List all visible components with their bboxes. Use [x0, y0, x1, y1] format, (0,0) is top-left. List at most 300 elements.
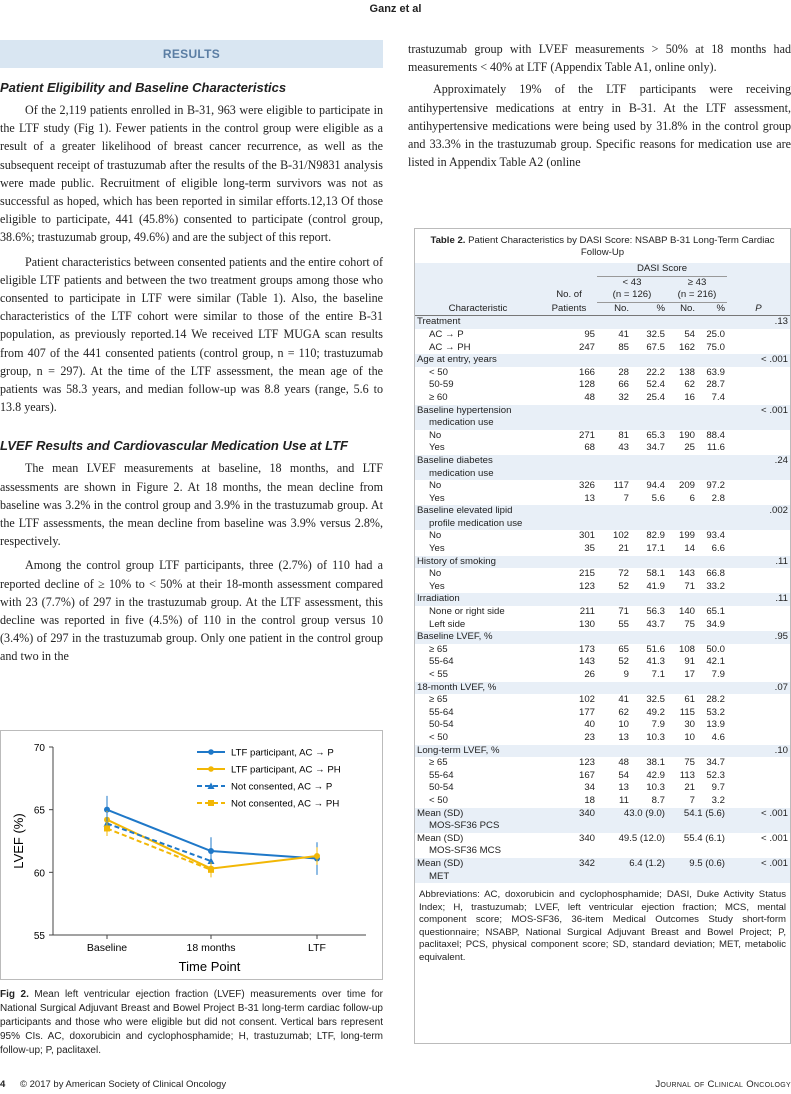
table-row: [415, 518, 790, 531]
cell-ge43-pct: [697, 316, 727, 329]
legend-label: LTF participant, AC → P: [231, 747, 334, 759]
cell-lt43-pct: 32.5: [646, 328, 665, 340]
cell-p: < .001: [727, 405, 790, 418]
cell-patients: 68: [584, 442, 595, 454]
cell-ge43-pct: 97.2: [706, 480, 725, 492]
cell-patients: 340: [578, 832, 595, 844]
header-noof: No. of: [541, 289, 597, 302]
cell-lt43-no: [597, 745, 631, 758]
table-row: [415, 770, 790, 783]
cell-ge43-no: 71: [684, 580, 695, 592]
figure-caption-text: Mean left ventricular ejection fraction (LVEF) measurements over time for National Surgical Adjuvant Breast and Bowel Project B-31 long-term cardiac follow-up participants and those who were eligible but did not consent. Vertical bars represent 95% CIs. AC, doxorubicin and cyclophosphamide; H, trastuzumab; LTF, long-term follow-up; P, paclitaxel.: [0, 989, 383, 1056]
cell-ge43-pct: 53.2: [706, 706, 725, 718]
cell-patients: 130: [578, 618, 595, 630]
cell-lt43-pct: [631, 820, 667, 833]
cell-lt43-no: [597, 505, 631, 518]
paragraph-lvef-1: The mean LVEF measurements at baseline, 18 months, and LTF assessments are shown in Figure 2. At 18 months, the mean decline from baseline was 3.2% in the control group and 3.9% in the trastuzumab group. At the LTF assessments, the mean decline from baseline was 3.9% versus 2.8%, respectively.: [0, 461, 383, 549]
cell-p: .24: [727, 455, 790, 468]
row-label: Yes: [429, 580, 445, 592]
header-ge43n: (n = 216): [667, 289, 727, 302]
row-label: Baseline elevated lipid: [415, 505, 541, 518]
cell-lt43-pct: 51.6: [646, 643, 665, 655]
cell-ge43-no: [667, 820, 697, 833]
cell-patients: [541, 871, 597, 884]
results-banner: RESULTS: [0, 40, 383, 68]
table-row: [415, 468, 790, 481]
row-label: 55-64: [429, 656, 454, 668]
cell-ge43-no: 75: [684, 757, 695, 769]
cell-lt43-pct: [631, 316, 667, 329]
cell-lt43-pct: [631, 631, 667, 644]
cell-patients: [541, 505, 597, 518]
y-axis-label: LVEF (%): [11, 813, 26, 869]
cell-ge43-mean: 54.1 (5.6): [667, 808, 727, 821]
cell-lt43-no: 48: [618, 757, 629, 769]
cell-lt43-no: 81: [618, 429, 629, 441]
cell-ge43-no: [667, 417, 697, 430]
cell-patients: 166: [578, 366, 595, 378]
paragraph-right-1: trastuzumab group with LVEF measurements > 50% at 18 months had measurements < 40% at LTF (Appendix Table A1, online only).: [408, 42, 791, 75]
cell-lt43-pct: 94.4: [646, 480, 665, 492]
table-row: [415, 732, 790, 745]
table-row: [415, 745, 790, 758]
cell-ge43-no: [667, 745, 697, 758]
header-ge43: ≥ 43: [667, 276, 727, 289]
cell-ge43-no: [667, 354, 697, 367]
row-label: < 50: [429, 794, 448, 806]
cell-ge43-pct: [697, 354, 727, 367]
table-abbreviations: Abbreviations: AC, doxorubicin and cyclophosphamide; DASI, Duke Activity Status Index; H, trastuzumab; LVEF, left ventricular ejection fraction; MCS, mental component score; MOS-SF36, 36-item Medical Outcomes Study short-form questionnaire; NSABP, National Surgical Adjuvant Breast and Bowel Project; P, paclitaxel; PCS, physical component score; SD, standard deviation; MET, metabolic equivalent.: [419, 889, 786, 964]
cell-patients: [541, 631, 597, 644]
table-row: [415, 329, 790, 342]
cell-lt43-no: [597, 316, 631, 329]
row-label: 50-54: [429, 719, 454, 731]
cell-p: [727, 329, 790, 342]
cell-p: [727, 694, 790, 707]
figure-2-chart: [0, 730, 383, 980]
table-row: [415, 656, 790, 669]
cell-lt43-no: 54: [618, 769, 629, 781]
cell-ge43-no: 61: [684, 694, 695, 706]
row-label: MET: [415, 871, 541, 884]
cell-p: [727, 606, 790, 619]
data-point: [104, 825, 110, 831]
cell-patients: [541, 417, 597, 430]
y-tick-label: 65: [33, 805, 45, 817]
cell-ge43-no: 91: [684, 656, 695, 668]
table-row: [415, 354, 790, 367]
cell-ge43-no: 140: [678, 606, 695, 618]
row-label: No: [429, 530, 442, 542]
cell-lt43-pct: 5.6: [651, 492, 665, 504]
cell-ge43-pct: 50.0: [706, 643, 725, 655]
cell-ge43-no: 162: [678, 341, 695, 353]
cell-ge43-pct: 42.1: [706, 656, 725, 668]
cell-lt43-pct: 7.1: [651, 669, 665, 680]
cell-ge43-no: [667, 455, 697, 468]
cell-patients: 215: [578, 568, 595, 580]
row-label: AC → P: [429, 328, 464, 340]
cell-ge43-pct: 4.6: [711, 731, 725, 743]
header-no-a: No.: [597, 302, 631, 316]
cell-patients: [541, 455, 597, 468]
cell-ge43-no: 143: [678, 568, 695, 580]
cell-ge43-no: 17: [684, 669, 695, 680]
section-heading-lvef: LVEF Results and Cardiovascular Medication Use at LTF: [0, 438, 348, 454]
cell-lt43-no: 21: [618, 543, 629, 555]
cell-p: [727, 845, 790, 858]
page-number: 4: [0, 1079, 6, 1090]
cell-p: [727, 468, 790, 481]
paragraph-eligibility-1: Of the 2,119 patients enrolled in B-31, 963 were eligible to participate in the LTF study (Fig 1). Fewer patients in the control group were eligible as a result of a greater likelihood of breast cancer recurrence, as well as the subsequent receipt of trastuzumab after the results of the B-31/N9831 analysis were made public. Recruitment of eligible long-term survivors was not as successful as hoped, which has been reported in similar efforts.12,13 Of those eligible to participate, 441 (45.8%) consented to participate (control group, 38.6%; trastuzumab group, 49.6%) and are the subject of this report.: [0, 103, 383, 245]
table-row: [415, 820, 790, 833]
table-row: [415, 694, 790, 707]
cell-patients: [541, 405, 597, 418]
left-column: [0, 40, 383, 666]
cell-lt43-no: [597, 845, 631, 858]
cell-ge43-pct: [697, 556, 727, 569]
cell-p: [727, 342, 790, 355]
row-label: AC → PH: [429, 341, 471, 353]
cell-ge43-mean: 55.4 (6.1): [683, 832, 725, 844]
row-label: 55-64: [429, 769, 454, 781]
cell-ge43-pct: [697, 405, 727, 418]
cell-patients: [541, 518, 597, 531]
cell-patients: 128: [578, 379, 595, 391]
cell-ge43-pct: 28.7: [706, 379, 725, 391]
cell-ge43-pct: [697, 820, 727, 833]
x-tick-label: LTF: [308, 942, 326, 954]
cell-ge43-no: 62: [684, 379, 695, 391]
cell-p: .10: [727, 745, 790, 758]
row-label: Irradiation: [415, 593, 541, 606]
table-row: [415, 417, 790, 430]
cell-p: .11: [727, 556, 790, 569]
table-row: [415, 871, 790, 884]
cell-lt43-pct: [631, 871, 667, 884]
row-label: Mean (SD): [417, 832, 464, 844]
cell-lt43-no: 9: [623, 669, 629, 680]
cell-patients: 18: [584, 794, 595, 806]
row-label: Mean (SD): [415, 808, 541, 821]
cell-ge43-pct: 25.0: [706, 328, 725, 340]
cell-patients: [541, 593, 597, 606]
cell-patients: [541, 745, 597, 758]
cell-patients: [541, 468, 597, 481]
cell-lt43-no: [597, 556, 631, 569]
cell-p: .11: [727, 593, 790, 606]
cell-lt43-no: 66: [618, 379, 629, 391]
cell-lt43-pct: 82.9: [646, 530, 665, 542]
cell-ge43-pct: 2.8: [711, 492, 725, 504]
table-row: [415, 379, 790, 392]
cell-ge43-pct: 34.7: [706, 757, 725, 769]
cell-ge43-pct: [697, 518, 727, 531]
cell-lt43-no: 43: [618, 442, 629, 454]
cell-ge43-no: 115: [679, 706, 695, 718]
paragraph-right-2: Approximately 19% of the LTF participants were receiving antihypertensive medications at entry in B-31. At the LTF assessment, antihypertensive medications were being used by 31.8% in the control group and 33.3% in the trastuzumab group. Specific reasons for medication use are listed in Appendix Table A2 (online: [408, 82, 791, 170]
cell-p: [727, 782, 790, 795]
table-row: [415, 606, 790, 619]
cell-p: [727, 871, 790, 884]
copyright: © 2017 by American Society of Clinical Oncology: [20, 1079, 227, 1090]
table-2: [414, 228, 791, 1044]
row-label: Yes: [429, 442, 445, 454]
cell-ge43-pct: [697, 682, 727, 695]
cell-p: [727, 644, 790, 657]
cell-lt43-pct: 7.9: [651, 719, 665, 731]
cell-p: [727, 568, 790, 581]
table-row: [415, 568, 790, 581]
cell-p: < .001: [727, 858, 790, 871]
x-tick-label: 18 months: [186, 942, 236, 954]
table-row: [415, 543, 790, 556]
cell-patients: [541, 316, 597, 329]
cell-p: [727, 367, 790, 380]
cell-lt43-pct: 32.5: [646, 694, 665, 706]
table-row: [415, 316, 790, 329]
cell-ge43-pct: 93.4: [706, 530, 725, 542]
table-row: [415, 530, 790, 543]
legend-label: Not consented, AC → PH: [231, 798, 340, 810]
row-label: MOS-SF36 PCS: [415, 820, 541, 833]
cell-ge43-pct: [697, 631, 727, 644]
row-label: Treatment: [415, 316, 541, 329]
row-label: 50-54: [429, 782, 454, 794]
cell-ge43-no: 108: [678, 643, 695, 655]
cell-ge43-pct: [697, 593, 727, 606]
series-line: [107, 823, 211, 861]
table-row: [415, 669, 790, 682]
data-point: [208, 867, 214, 873]
header-pct-b: %: [697, 302, 727, 316]
cell-lt43-pct: 52.4: [646, 379, 665, 391]
cell-ge43-no: 7: [689, 794, 695, 806]
row-label: 50-59: [429, 379, 454, 391]
row-label: ≥ 65: [429, 694, 448, 706]
paragraph-lvef-2: Among the control group LTF participants, three (2.7%) of 110 had a reported decline of ≥ 10% to < 50% at their 18-month assessment compared with 23 (7.7%) of 297 in the trastuzumab group. At the LTF assessment, this decline was reported in five (4.5%) of 110 in the control group versus 10 (3.4%) of 297 in the trastuzumab group. Only one patient in the control group and two in the: [0, 558, 383, 664]
cell-lt43-mean: 49.5 (12.0): [618, 832, 665, 844]
y-tick-label: 55: [33, 931, 45, 942]
cell-lt43-pct: 43.7: [646, 618, 665, 630]
cell-p: [727, 417, 790, 430]
row-label: 55-64: [429, 706, 454, 718]
cell-lt43-pct: [631, 455, 667, 468]
table-row: [415, 342, 790, 355]
table-row: [415, 455, 790, 468]
cell-patients: 40: [584, 719, 595, 731]
cell-patients: 123: [578, 757, 595, 769]
cell-p: .13: [727, 316, 790, 329]
cell-ge43-no: 25: [684, 442, 695, 454]
cell-lt43-pct: [631, 682, 667, 695]
row-label: No: [429, 480, 442, 492]
cell-ge43-no: 199: [678, 530, 695, 542]
row-label: medication use: [415, 468, 541, 481]
cell-patients: 247: [578, 341, 595, 353]
cell-ge43-pct: 75.0: [706, 341, 725, 353]
cell-p: .002: [727, 505, 790, 518]
cell-lt43-no: 13: [618, 731, 629, 743]
cell-p: [727, 493, 790, 506]
cell-ge43-no: 113: [679, 769, 695, 781]
cell-ge43-pct: [697, 505, 727, 518]
section-heading-eligibility: Patient Eligibility and Baseline Characteristics: [0, 80, 287, 95]
table-row: [415, 757, 790, 770]
journal-name: Journal of Clinical Oncology: [655, 1079, 791, 1090]
cell-patients: 211: [579, 606, 595, 618]
cell-lt43-no: 28: [618, 366, 629, 378]
table-row: [415, 619, 790, 632]
cell-patients: 48: [584, 391, 595, 403]
cell-ge43-no: [667, 505, 697, 518]
row-label: History of smoking: [415, 556, 541, 569]
cell-patients: 271: [578, 429, 595, 441]
paragraph-eligibility-2: Patient characteristics between consented patients and the entire cohort of eligible LTF patients and between the two treatment groups among those who consented to participate in LTF were similar (Table 1). Also, the baseline characteristics of the LTF cohort were similar to those of the entire B-31 population, as previously reported.14 We received LTF MUGA scan results from 407 of the 441 consented patients (control group, n = 110; trastuzumab group, n = 297). At the time of the LTF assessment, the mean age of the patients was 58.3 years, and median follow-up was 8.8 years (range, 5.6 to 13.8 years).: [0, 254, 383, 415]
header-p: P: [727, 302, 790, 316]
row-label: No: [429, 568, 442, 580]
table-row: [415, 795, 790, 808]
table-row: [415, 581, 790, 594]
cell-ge43-no: 14: [684, 543, 695, 555]
cell-lt43-no: [597, 593, 631, 606]
cell-lt43-no: [597, 354, 631, 367]
cell-patients: 13: [584, 492, 595, 504]
cell-lt43-no: 52: [618, 656, 629, 668]
cell-lt43-pct: 42.9: [646, 769, 665, 781]
cell-lt43-no: [597, 455, 631, 468]
right-column: [408, 40, 791, 171]
cell-lt43-pct: [631, 593, 667, 606]
cell-p: [727, 392, 790, 405]
cell-lt43-pct: 65.3: [646, 429, 665, 441]
cell-lt43-no: 117: [613, 480, 629, 492]
cell-lt43-pct: 67.5: [646, 341, 665, 353]
row-label: ≥ 65: [429, 643, 448, 655]
cell-patients: 102: [578, 694, 595, 706]
cell-patients: 34: [584, 782, 595, 794]
row-label: < 50: [429, 731, 448, 743]
figure-caption-label: Fig 2.: [0, 989, 29, 1000]
cell-lt43-no: 11: [619, 794, 629, 806]
cell-lt43-pct: [631, 845, 667, 858]
cell-lt43-pct: 49.2: [646, 706, 665, 718]
cell-p: < .001: [727, 808, 790, 821]
table-row: [415, 505, 790, 518]
cell-ge43-no: 75: [684, 618, 695, 630]
cell-lt43-no: 10: [618, 719, 629, 731]
cell-p: [727, 732, 790, 745]
cell-p: [727, 619, 790, 632]
table-title-text: Patient Characteristics by DASI Score: NSABP B-31 Long-Term Cardiac Follow-Up: [465, 235, 775, 258]
row-label: < 50: [429, 366, 448, 378]
cell-lt43-pct: 56.3: [646, 606, 665, 618]
legend-label: LTF participant, AC → PH: [231, 764, 341, 776]
cell-p: [727, 442, 790, 455]
table-row: [415, 682, 790, 695]
cell-patients: 167: [578, 769, 595, 781]
cell-ge43-pct: [697, 468, 727, 481]
cell-lt43-pct: [631, 518, 667, 531]
cell-ge43-pct: 65.1: [706, 606, 725, 618]
cell-lt43-no: 65: [618, 643, 629, 655]
cell-lt43-no: 85: [618, 341, 629, 353]
cell-ge43-no: [667, 518, 697, 531]
cell-ge43-no: 16: [684, 391, 695, 403]
cell-ge43-no: [667, 468, 697, 481]
header-no-b: No.: [667, 302, 697, 316]
cell-ge43-pct: 11.6: [707, 442, 725, 454]
header-characteristic: Characteristic: [415, 302, 541, 316]
row-label: Baseline hypertension: [415, 405, 541, 418]
cell-p: [727, 770, 790, 783]
table-row: [415, 367, 790, 380]
cell-p: [727, 669, 790, 682]
cell-ge43-no: [667, 405, 697, 418]
cell-patients: 95: [584, 328, 595, 340]
table-row: [415, 707, 790, 720]
row-label: medication use: [415, 417, 541, 430]
cell-p: [727, 430, 790, 443]
cell-patients: [541, 845, 597, 858]
cell-p: [727, 379, 790, 392]
cell-lt43-no: [597, 631, 631, 644]
cell-ge43-pct: 7.9: [711, 669, 725, 680]
cell-p: .95: [727, 631, 790, 644]
cell-p: [727, 707, 790, 720]
cell-patients: [541, 354, 597, 367]
cell-ge43-pct: 63.9: [706, 366, 725, 378]
table-row: [415, 430, 790, 443]
cell-patients: 26: [584, 669, 595, 680]
table-row: [415, 480, 790, 493]
cell-lt43-pct: [631, 556, 667, 569]
cell-ge43-no: 209: [678, 480, 695, 492]
cell-lt43-no: 7: [623, 492, 629, 504]
cell-p: [727, 820, 790, 833]
row-label: Left side: [429, 618, 466, 630]
x-tick-label: Baseline: [86, 942, 128, 954]
cell-p: [727, 480, 790, 493]
table-row: [415, 858, 790, 871]
cell-p: [727, 530, 790, 543]
cell-lt43-no: [597, 468, 631, 481]
legend-marker: [208, 766, 214, 772]
cell-lt43-no: 32: [618, 391, 629, 403]
cell-lt43-no: 13: [618, 782, 629, 794]
y-tick-label: 60: [33, 868, 45, 880]
cell-lt43-no: [597, 518, 631, 531]
row-label: Yes: [429, 492, 445, 504]
cell-p: [727, 757, 790, 770]
x-axis-label: Time Point: [178, 959, 241, 974]
lvef-line-chart: [1, 731, 382, 979]
row-label: MOS-SF36 MCS: [429, 845, 501, 857]
row-label: profile medication use: [415, 518, 541, 531]
cell-p: [727, 656, 790, 669]
cell-ge43-no: 138: [678, 366, 695, 378]
cell-p: [727, 795, 790, 808]
cell-ge43-pct: [697, 871, 727, 884]
cell-ge43-no: 190: [678, 429, 695, 441]
legend-marker: [208, 800, 214, 806]
cell-lt43-no: 55: [618, 618, 629, 630]
table-row: [415, 493, 790, 506]
header-pct-a: %: [631, 302, 667, 316]
cell-patients: 301: [578, 530, 595, 542]
cell-lt43-pct: 10.3: [646, 731, 665, 743]
cell-lt43-no: [597, 682, 631, 695]
